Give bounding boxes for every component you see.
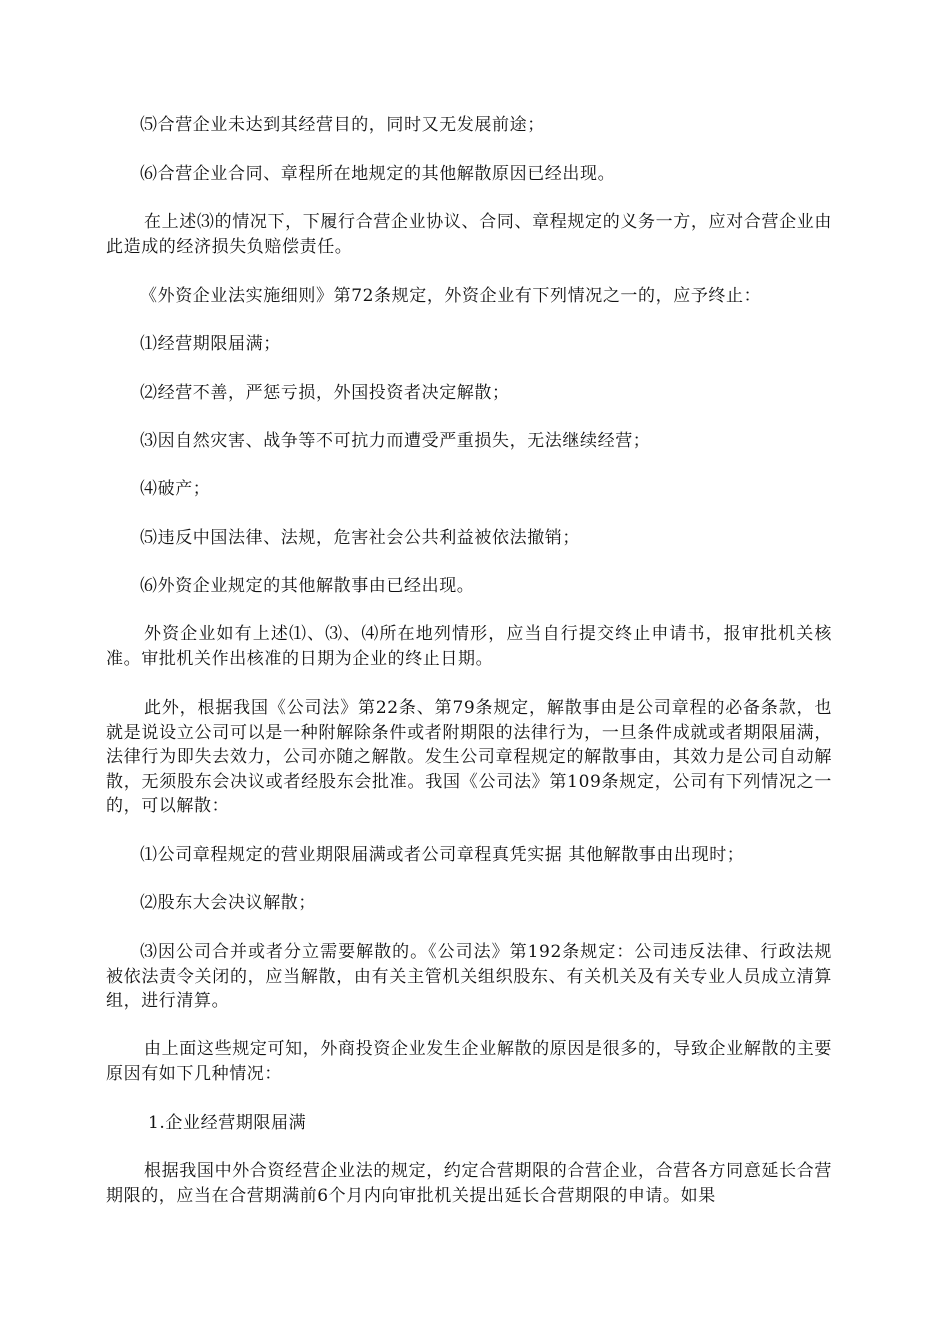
list-item-2-shareholder-resolution: ⑵股东大会决议解散；: [140, 893, 316, 913]
paragraph-extension: 根据我国中外合资经营企业法的规定，约定合营期限的合营企业，合营各方同意延长合营期限的，应当在合营期满前6个月内向审批机关提出延长合营期限的申请。如果: [106, 1161, 832, 1206]
paragraph-breach-liability: 在上述⑶的情况下，下履行合营企业协议、合同、章程规定的义务一方，应对合营企业由此造成的经济损失负赔偿责任。: [106, 212, 832, 257]
paragraph-company-law: 此外，根据我国《公司法》第22条、第79条规定，解散事由是公司章程的必备条款，也就是说设立公司可以是一种附解除条件或者附期限的法律行为，一旦条件成就或者期限届满，法律行为即失去效力，公司亦随之解散。发生公司章程规定的解散事由，其效力是公司自动解散，无须股东会决议或者经股东会批准。我国《公司法》第109条规定，公司有下列情况之一的，可以解散：: [106, 698, 832, 816]
list-item-6-other-reasons: ⑹外资企业规定的其他解散事由已经出现。: [140, 576, 475, 596]
section-heading: 1.企业经营期限届满: [148, 1113, 307, 1133]
list-item-3-merger-division: ⑶因公司合并或者分立需要解散的。《公司法》第192条规定：公司违反法律、行政法规被依法责令关闭的，应当解散，由有关主管机关组织股东、有关机关及有关专业人员成立清算组，进行清算。: [106, 942, 832, 1011]
paragraph-foreign-enterprise-rule-72: 《外资企业法实施细则》第72条规定，外资企业有下列情况之一的，应予终止：: [140, 286, 762, 306]
list-item-3-force-majeure: ⑶因自然灾害、战争等不可抗力而遭受严重损失，无法继续经营；: [140, 431, 651, 451]
paragraph-termination-application: 外资企业如有上述⑴、⑶、⑷所在地列情形，应当自行提交终止申请书，报审批机关核准。审批机关作出核准的日期为企业的终止日期。: [106, 624, 832, 669]
list-item-1-articles-expired: ⑴公司章程规定的营业期限届满或者公司章程真凭实据 其他解散事由出现时；: [140, 845, 745, 865]
list-item-6-jv-other-reasons: ⑹合营企业合同、章程所在地规定的其他解散原因已经出现。: [140, 164, 616, 184]
list-item-1-term-expired: ⑴经营期限届满；: [140, 334, 281, 354]
list-item-5-jv-purpose: ⑸合营企业未达到其经营目的，同时又无发展前途；: [140, 115, 545, 135]
list-item-2-poor-management: ⑵经营不善，严惩亏损，外国投资者决定解散；: [140, 383, 510, 403]
list-item-5-revoked: ⑸违反中国法律、法规，危害社会公共利益被依法撤销；: [140, 528, 580, 548]
paragraph-dissolution-reasons: 由上面这些规定可知，外商投资企业发生企业解散的原因是很多的，导致企业解散的主要原因有如下几种情况：: [106, 1039, 832, 1084]
list-item-4-bankruptcy: ⑷破产；: [140, 479, 211, 499]
